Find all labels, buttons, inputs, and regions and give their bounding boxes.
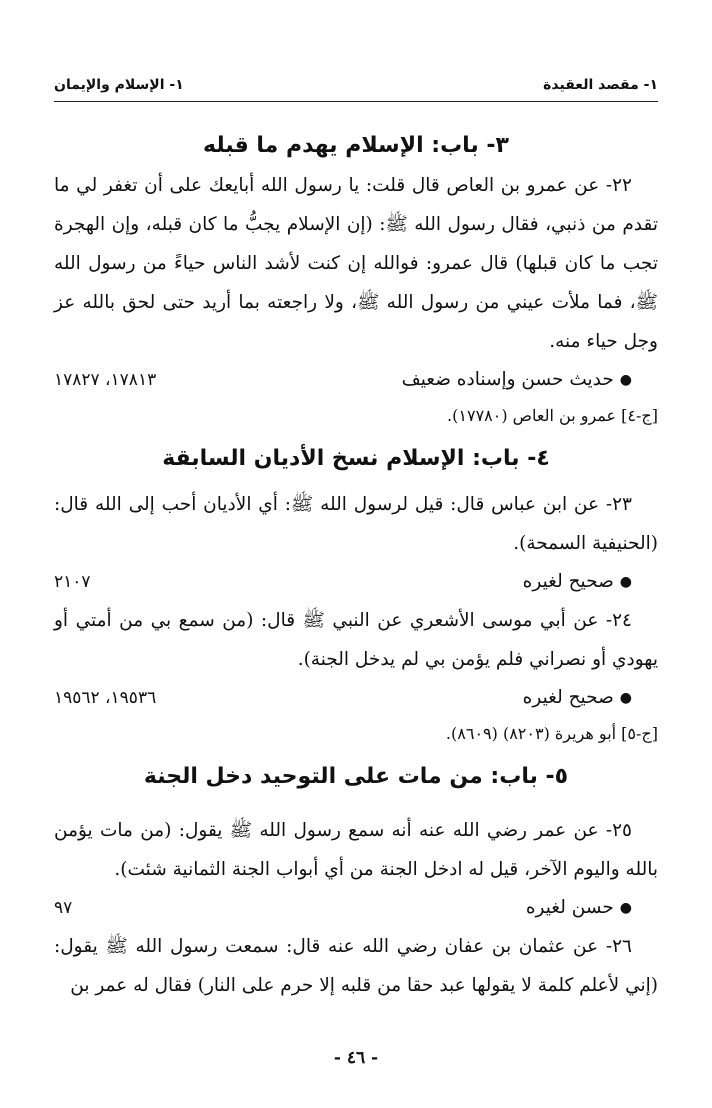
page-number: - ٤٦ - [333, 1048, 379, 1068]
hadith-23-grade-line [54, 563, 658, 601]
bullet-icon: ● [619, 372, 632, 388]
hadith-24-crossref: [ج-٥] أبو هريرة (٨٢٠٣) (٨٦٠٩). [445, 724, 658, 743]
hadith-25-refs: ٩٧ [54, 898, 73, 918]
hadith-25-grade-line [54, 889, 658, 927]
hadith-22-text: ٢٢- عن عمرو بن العاص قال قلت: يا رسول الله أبايعك على أن تغفر لي ما تقدم من ذنبي، فقال رسول الله ﷺ: (إن الإسلام يجبُّ ما كان قبله، وإن الهجرة تجب ما كان قبلها) قال عمرو: فوالله إن كنت لأشد الناس حياءً من رسول الله ﷺ، فما ملأت عيني من رسول الله ﷺ، ولا راجعته بما أريد حتى لحق بالله عز وجل حياء منه. [54, 175, 658, 352]
bullet-icon: ● [619, 574, 632, 590]
hadith-22-grade-line [54, 361, 658, 399]
hadith-22-grade [402, 361, 632, 399]
hadith-22-refs: ١٧٨١٣، ١٧٨٢٧ [54, 370, 157, 390]
section-title-4: ٤- باب: الإسلام نسخ الأديان السابقة [162, 446, 550, 471]
section-title-5: ٥- باب: من مات على التوحيد دخل الجنة [143, 764, 569, 789]
hadith-22-crossref: [ج-٤] عمرو بن العاص (١٧٧٨٠). [447, 406, 658, 425]
hadith-24-text: ٢٤- عن أبي موسى الأشعري عن النبي ﷺ قال: (من سمع بي من أمتي أو يهودي أو نصراني فلم يؤمن بي لم يدخل الجنة). [54, 610, 658, 670]
bullet-icon: ● [619, 900, 632, 916]
hadith-26-text: ٢٦- عن عثمان بن عفان رضي الله عنه قال: سمعت رسول الله ﷺ يقول: (إني لأعلم كلمة لا يقولها عبد حقا من قلبه إلا حرم على النار) فقال له عمر بن [54, 936, 658, 996]
hadith-25-grade-text: حسن لغيره [525, 897, 614, 918]
hadith-25-text: ٢٥- عن عمر رضي الله عنه أنه سمع رسول الله ﷺ يقول: (من مات يؤمن بالله واليوم الآخر، قيل له ادخل الجنة من أي أبواب الجنة الثمانية شئت). [54, 820, 658, 880]
header-divider [54, 101, 658, 102]
bullet-icon: ● [619, 690, 632, 706]
hadith-25-grade [526, 889, 632, 927]
hadith-23-text: ٢٣- عن ابن عباس قال: قيل لرسول الله ﷺ: أي الأديان أحب إلى الله قال: (الحنيفية السمحة). [54, 494, 658, 554]
header-section-title: ١- مقصد العقيدة [543, 77, 658, 93]
header-chapter-title: ١- الإسلام والإيمان [54, 77, 184, 93]
hadith-24-grade-line [54, 679, 658, 717]
hadith-22-grade-text: حديث حسن وإسناده ضعيف [401, 369, 614, 390]
hadith-23-grade-text: صحيح لغيره [522, 571, 614, 592]
page-content [54, 126, 658, 1005]
hadith-24-refs: ١٩٥٣٦، ١٩٥٦٢ [54, 688, 157, 708]
hadith-23-refs: ٢١٠٧ [54, 572, 91, 592]
hadith-23-grade [523, 563, 632, 601]
hadith-24-grade [523, 679, 632, 717]
running-header [54, 73, 658, 99]
section-title-3: ٣- باب: الإسلام يهدم ما قبله [203, 133, 509, 158]
book-page [54, 0, 658, 1108]
hadith-24-grade-text: صحيح لغيره [522, 687, 614, 708]
